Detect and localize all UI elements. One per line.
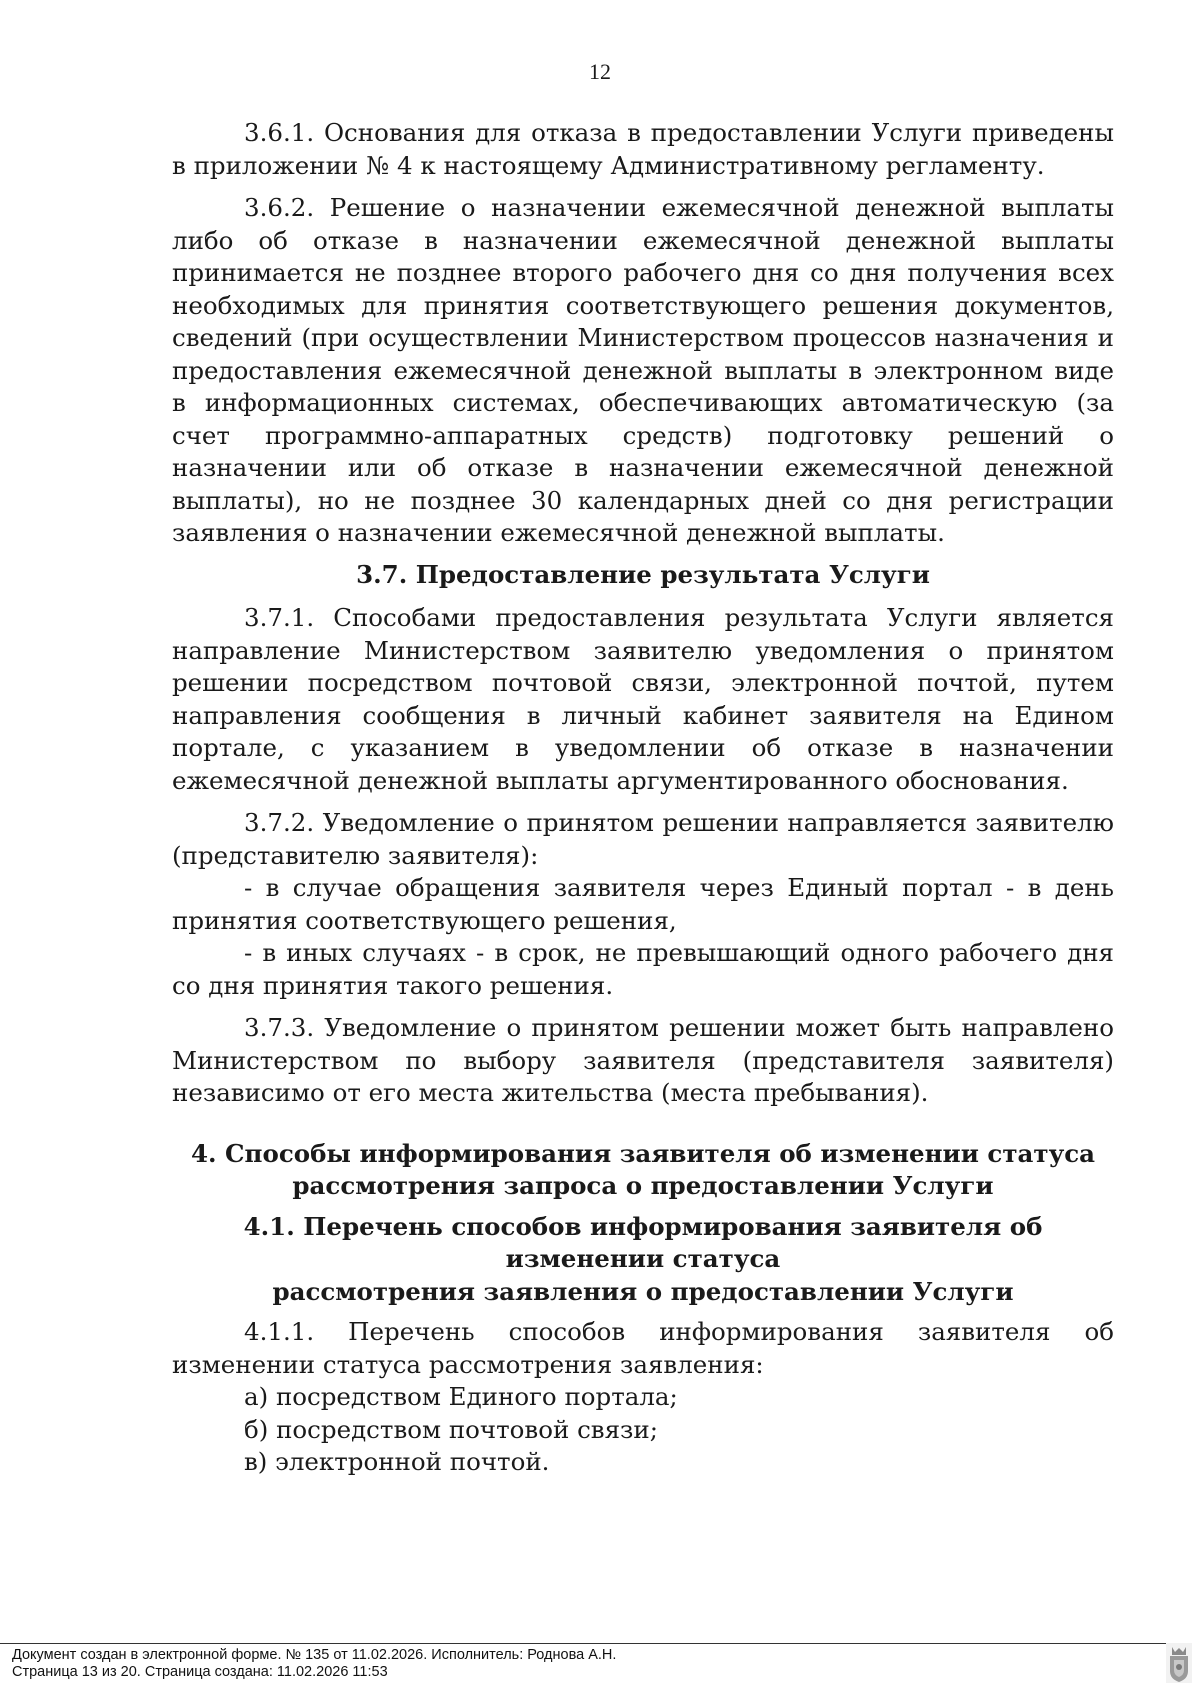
paragraph-4-1-1: 4.1.1. Перечень способов информирования заявителя об изменении статуса рассмотрения заявления: <box>172 1317 1114 1379</box>
section-heading-3-7: 3.7. Предоставление результата Услуги <box>356 559 930 589</box>
list-item: а) посредством Единого портала; <box>244 1382 678 1411</box>
paragraph-3-7-2-item-a: - в случае обращения заявителя через Единый портал - в день принятия соответствующего решения, <box>172 873 1114 935</box>
section-heading-4-1-line-1: 4.1. Перечень способов информирования заявителя об изменении статуса <box>243 1211 1043 1273</box>
footer-text <box>12 1647 616 1681</box>
section-heading-4-1 <box>172 1211 1114 1309</box>
document-footer <box>0 1641 1200 1698</box>
paragraph-3-7-2-item-b: - в иных случаях - в срок, не превышающий одного рабочего дня со дня принятия такого решения. <box>172 938 1114 1000</box>
section-heading-4-line-1: 4. Способы информирования заявителя об изменении статуса <box>190 1138 1096 1168</box>
paragraph-3-6-1: 3.6.1. Основания для отказа в предоставлении Услуги приведены в приложении № 4 к настоящему Административному регламенту. <box>172 118 1114 180</box>
section-heading-4 <box>172 1138 1114 1203</box>
section-heading-4-line-2: рассмотрения запроса о предоставлении Услуги <box>292 1171 994 1200</box>
page-number: 12 <box>589 59 611 84</box>
document-body <box>172 117 1114 1479</box>
list-item: в) электронной почтой. <box>244 1447 550 1476</box>
section-heading-4-1-line-2: рассмотрения заявления о предоставлении Услуги <box>272 1276 1014 1306</box>
paragraph-3-7-1: 3.7.1. Способами предоставления результата Услуги является направление Министерством заявителю уведомления о принятом решении посредством почтовой связи, электронной почтой, путем направления сообщения в личный кабинет заявителя на Едином портале, с указанием в уведомлении об отказе в назначении ежемесячной денежной выплаты аргументированного обоснования. <box>172 603 1114 795</box>
footer-divider <box>0 1643 1168 1644</box>
coat-of-arms-icon <box>1166 1643 1192 1683</box>
paragraph-3-6-2: 3.6.2. Решение о назначении ежемесячной денежной выплаты либо об отказе в назначении ежемесячной денежной выплаты принимается не позднее второго рабочего дня со дня получения всех необходимых для принятия соответствующего решения документов, сведений (при осуществлении Министерством процессов назначения и предоставления ежемесячной денежной выплаты в электронном виде в информационных системах, обеспечивающих автоматическую (за счет программно-аппаратных средств) подготовку решений о назначении или об отказе в назначении ежемесячной денежной выплаты), но не позднее 30 календарных дней со дня регистрации заявления о назначении ежемесячной денежной выплаты. <box>172 193 1114 547</box>
paragraph-3-7-3: 3.7.3. Уведомление о принятом решении может быть направлено Министерством по выбору заявителя (представителя заявителя) независимо от его места жительства (места пребывания). <box>172 1013 1114 1107</box>
footer-line-2: Страница 13 из 20. Страница создана: 11.02.2026 11:53 <box>12 1664 388 1680</box>
list-item: б) посредством почтовой связи; <box>244 1414 658 1444</box>
footer-line-1: Документ создан в электронной форме. № 135 от 11.02.2026. Исполнитель: Роднова А.Н. <box>12 1647 617 1663</box>
paragraph-3-7-2: 3.7.2. Уведомление о принятом решении направляется заявителю (представителю заявителя): <box>172 808 1114 870</box>
